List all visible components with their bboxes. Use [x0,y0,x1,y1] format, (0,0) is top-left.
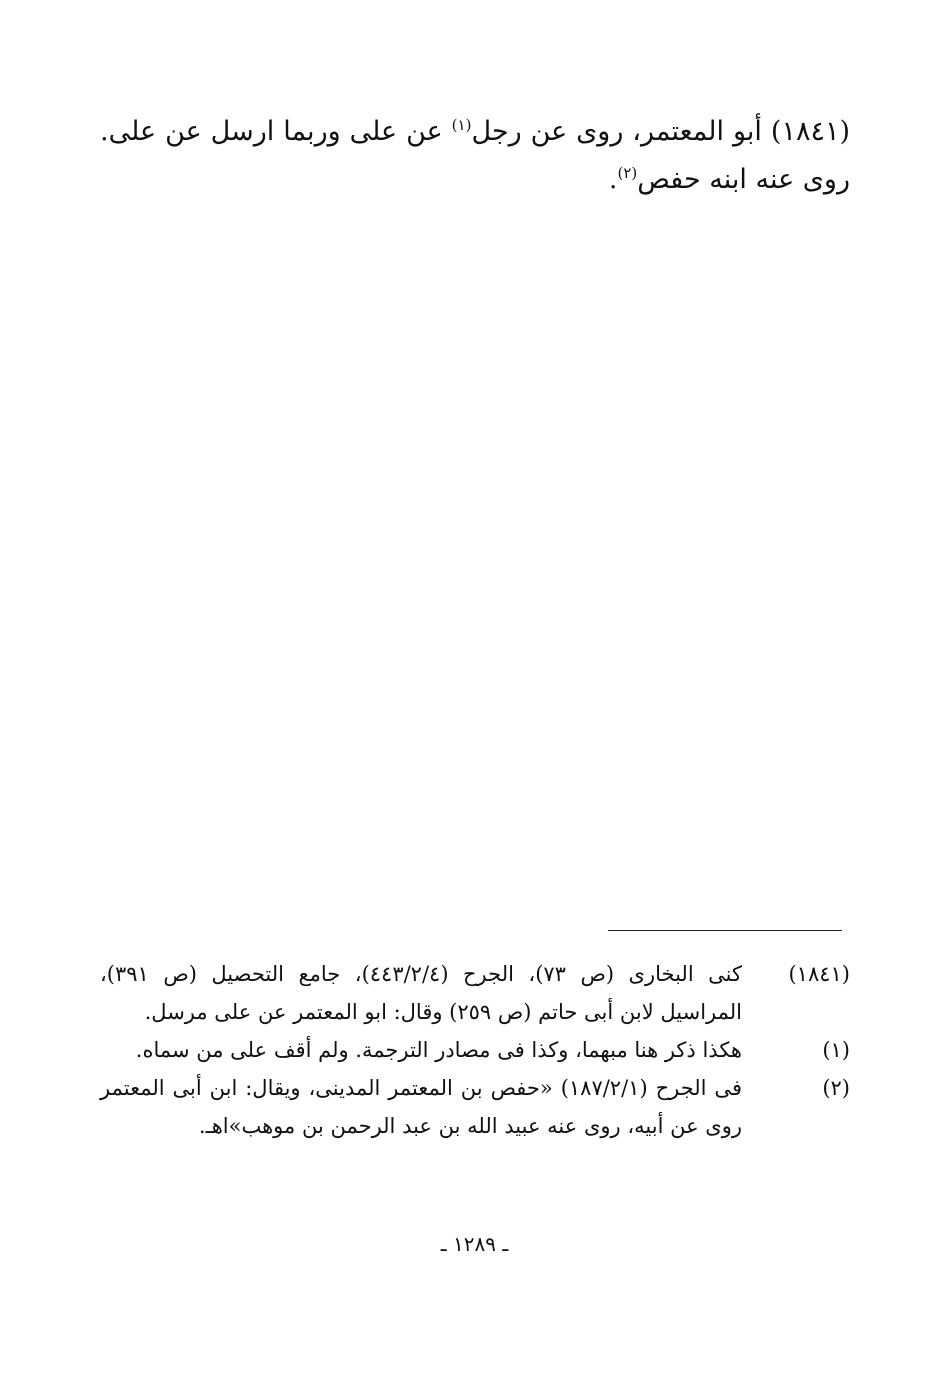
footnote-number: (٢) [822,1076,850,1100]
entry-end-punct: . [608,164,618,195]
footnote-text: هكذا ذكر هنا مبهما، وكذا فى مصادر الترجمة. ولم أقف على من سماه. [135,1038,742,1062]
footnote-item [100,1031,850,1069]
footnote-number: (١٨٤١) [788,962,850,986]
footnotes [100,955,850,1145]
footnote-ref-1: (١) [451,116,472,134]
entry-text-part-1: أبو المعتمر، روى عن رجل [471,116,762,147]
entry-paragraph [100,108,850,204]
footnote-item [100,1069,850,1145]
entry-number: (١٨٤١) [770,116,850,147]
footnote-text: فى الجرح (١٨٧/٢/١) «حفص بن المعتمر المدينى، ويقال: ابن أبى المعتمر روى عن أبيه، روى عنه عبيد الله بن عبد الرحمن بن موهب»اهـ. [100,1076,742,1138]
entry-body [100,108,850,204]
page-number: ـ ١٢٨٩ ـ [440,1232,509,1256]
footnote-item [100,955,850,1031]
entry-text-part-2: عن على وربما ارسل عن على. روى عنه ابنه حفص [100,116,850,195]
footnote-separator [608,930,842,931]
footnote-ref-2: (٢) [617,164,638,182]
footnote-text: كنى البخارى (ص ٧٣)، الجرح (٤٤٣/٢/٤)، جامع التحصيل (ص ٣٩١)، المراسيل لابن أبى حاتم (ص ٢٥٩) وقال: ابو المعتمر عن على مرسل. [100,962,742,1024]
footnote-number: (١) [822,1038,850,1062]
